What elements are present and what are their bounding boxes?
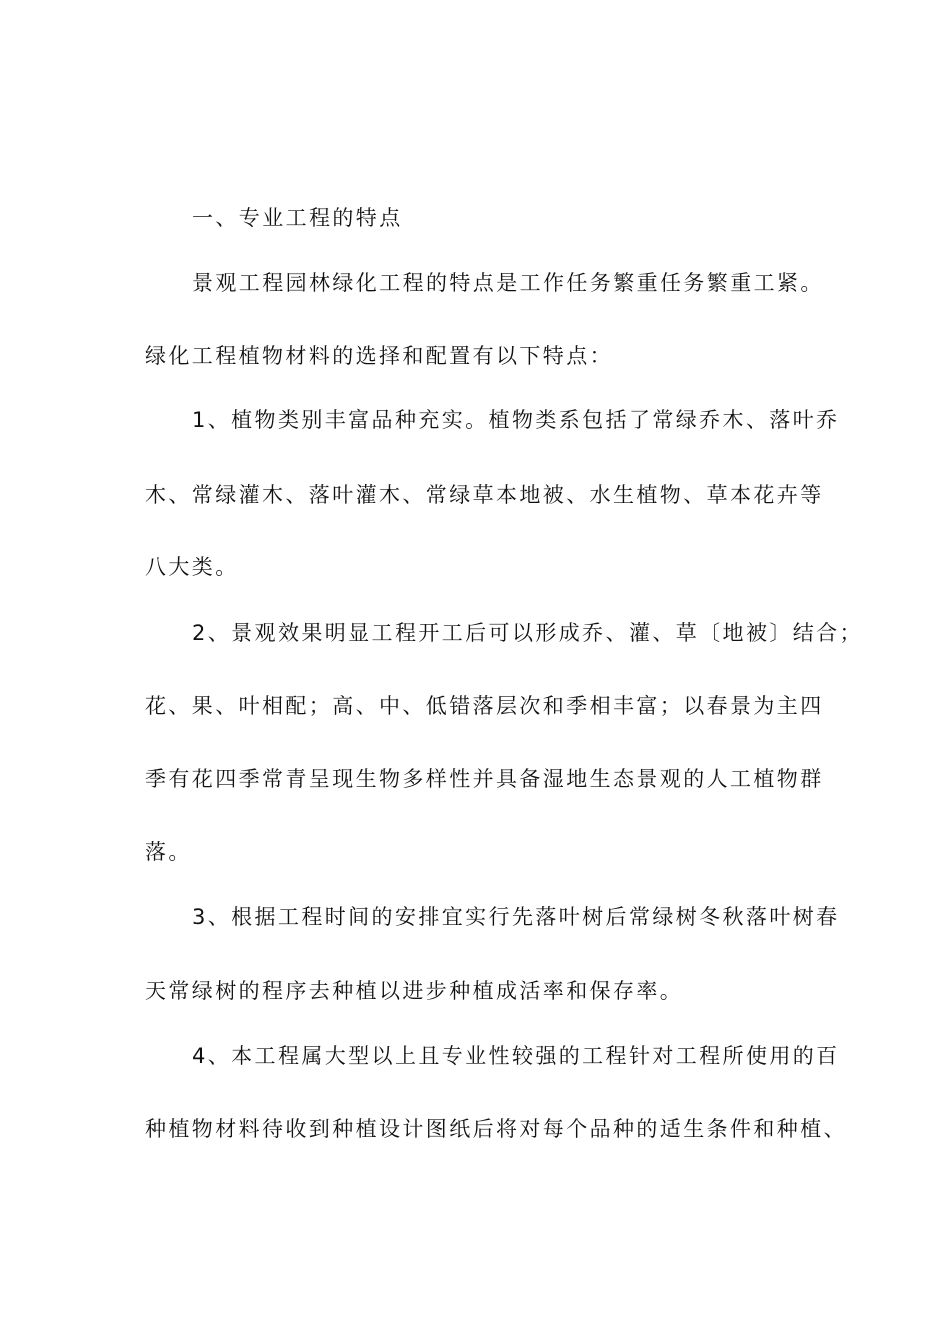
paragraph-line: 八大类。 [145, 555, 239, 579]
paragraph-line: 花、果、叶相配；高、中、低错落层次和季相丰富；以春景为主四 [145, 694, 824, 718]
paragraph-line: 1、植物类别丰富品种充实。植物类系包括了常绿乔木、落叶乔 [192, 408, 840, 432]
paragraph-line: 景观工程园林绿化工程的特点是工作任务繁重任务繁重工紧。 [192, 271, 824, 295]
paragraph-line: 4、本工程属大型以上且专业性较强的工程针对工程所使用的百 [192, 1044, 840, 1068]
paragraph-line: 种植物材料待收到种植设计图纸后将对每个品种的适生条件和种植、 [145, 1117, 847, 1141]
section-heading: 一、专业工程的特点 [192, 206, 403, 230]
paragraph-line: 绿化工程植物材料的选择和配置有以下特点： [145, 344, 613, 368]
paragraph-line: 天常绿树的程序去种植以进步种植成活率和保存率。 [145, 979, 684, 1003]
paragraph-line: 3、根据工程时间的安排宜实行先落叶树后常绿树冬秋落叶树春 [192, 905, 840, 929]
paragraph-line: 木、常绿灌木、落叶灌木、常绿草本地被、水生植物、草本花卉等 [145, 483, 824, 507]
paragraph-line: 落。 [145, 840, 192, 864]
paragraph-line: 季有花四季常青呈现生物多样性并具备湿地生态景观的人工植物群 [145, 767, 824, 791]
paragraph-line: 2、景观效果明显工程开工后可以形成乔、灌、草〔地被〕结合； [192, 621, 863, 645]
